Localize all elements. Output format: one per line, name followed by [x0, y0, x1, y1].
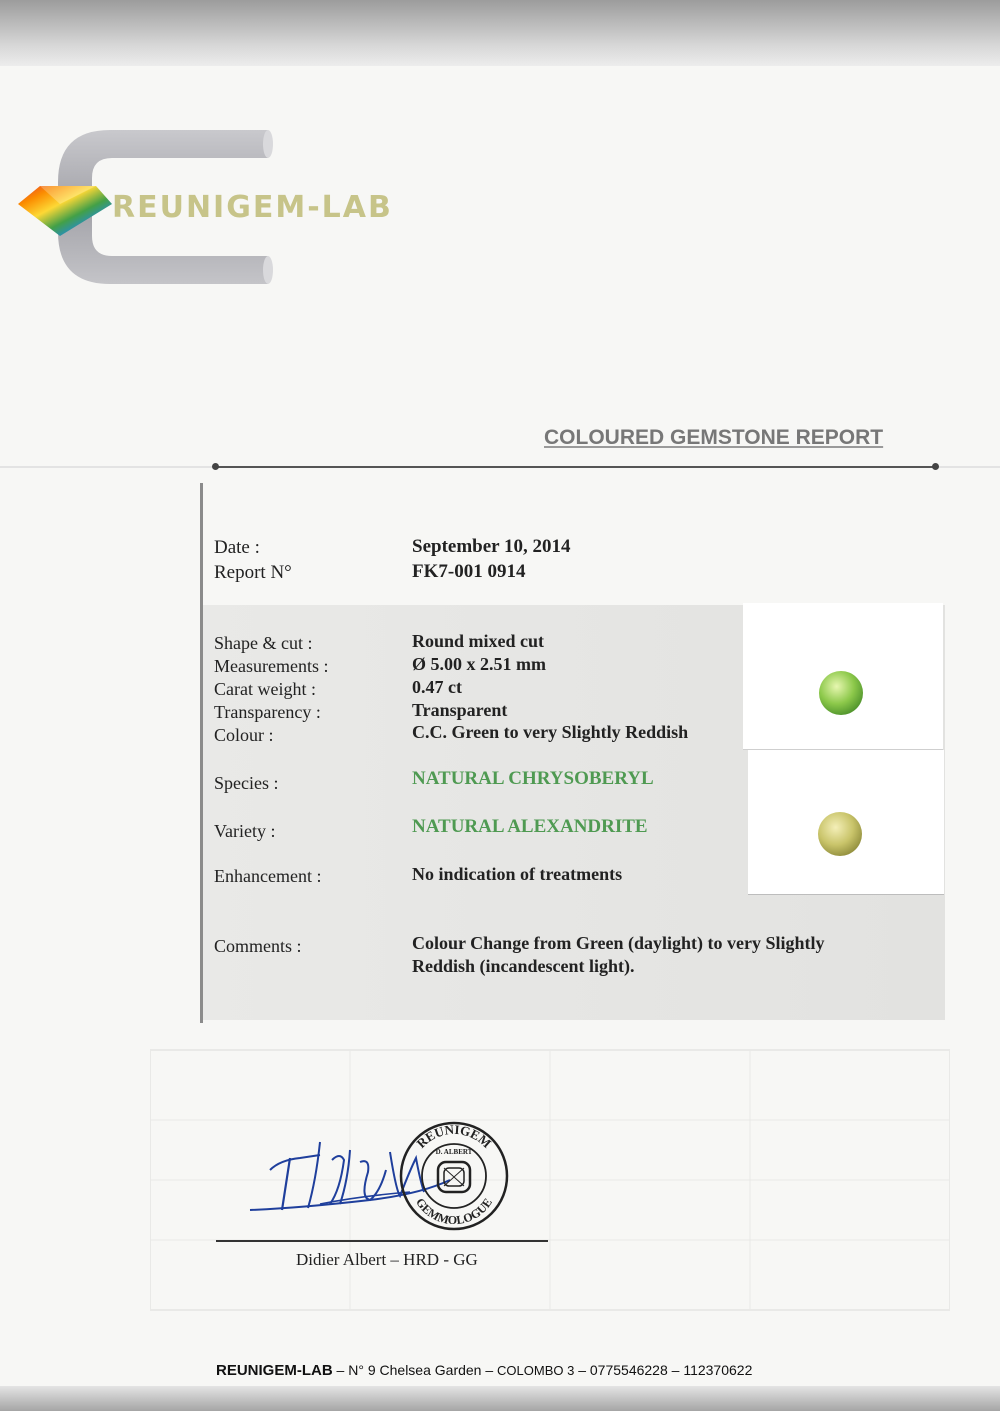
gem-photo-daylight [743, 603, 943, 750]
divider-end-dot [932, 463, 939, 470]
variety-value: NATURAL ALEXANDRITE [412, 816, 648, 837]
shape-cut-label: Shape & cut : [214, 633, 313, 653]
date-label: Date : [214, 537, 260, 558]
enhancement-value: No indication of treatments [412, 864, 623, 884]
measurements-label: Measurements : [214, 656, 329, 676]
scan-top-edge [0, 0, 1000, 66]
report-title: COLOURED GEMSTONE REPORT [544, 426, 884, 449]
species-label: Species : [214, 773, 279, 793]
brand-name: REUNIGEM-LAB [112, 190, 393, 225]
signatory-name: Didier Albert – HRD - GG [296, 1250, 478, 1269]
title-divider [215, 466, 937, 468]
signature-line [216, 1240, 548, 1242]
date-value: September 10, 2014 [412, 536, 571, 557]
svg-text:GEMMOLOGUE [413, 1195, 495, 1227]
enhancement-label: Enhancement : [214, 866, 322, 886]
gem-photo-incandescent [748, 750, 944, 895]
svg-text:REUNIGEM [413, 1122, 494, 1151]
footer-city: COLOMBO 3 [497, 1363, 575, 1378]
species-value: NATURAL CHRYSOBERYL [412, 768, 654, 789]
scan-bottom-edge [0, 1386, 1000, 1411]
gemmologue-stamp-icon [398, 1120, 510, 1232]
variety-label: Variety : [214, 821, 276, 841]
stamp-ring-top: REUNIGEM [413, 1121, 495, 1151]
report-number-value: FK7-001 0914 [412, 561, 526, 582]
footer-phones: – 0775546228 – 112370622 [574, 1362, 753, 1378]
comments-line-1: Colour Change from Green (daylight) to very Slightly [412, 933, 825, 953]
carat-weight-value: 0.47 ct [412, 677, 462, 697]
stamp-ring-bottom: GEMMOLOGUE [413, 1195, 495, 1228]
comments-line-2: Reddish (incandescent light). [412, 956, 635, 976]
footer-address-part: – N° 9 Chelsea Garden – [332, 1362, 498, 1378]
footer-brand: REUNIGEM-LAB [216, 1362, 333, 1379]
colour-label: Colour : [214, 725, 274, 745]
divider-end-dot [212, 463, 219, 470]
footer-address [216, 1362, 752, 1379]
carat-weight-label: Carat weight : [214, 679, 316, 699]
report-number-label: Report N° [214, 562, 292, 583]
comments-label: Comments : [214, 936, 302, 956]
colour-value: C.C. Green to very Slightly Reddish [412, 722, 689, 742]
shape-cut-value: Round mixed cut [412, 631, 545, 651]
gem-incandescent-image [818, 812, 862, 856]
gem-daylight-image [819, 671, 863, 715]
transparency-label: Transparency : [214, 702, 321, 722]
transparency-value: Transparent [412, 700, 508, 720]
measurements-value: Ø 5.00 x 2.51 mm [412, 654, 546, 674]
stamp-inner-text: D. ALBERT [435, 1148, 473, 1156]
